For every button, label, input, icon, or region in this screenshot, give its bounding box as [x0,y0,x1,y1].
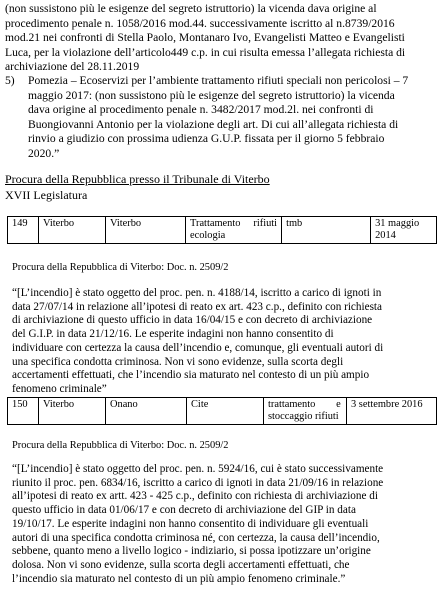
table-row [8,398,437,425]
text-line: accertamenti effettuati, che l’incendio sia maturato nel contesto di un più ampio [12,369,370,382]
text-line: “[L’incendio] è stato oggetto del proc. pen. n. 4188/14, iscritto a carico di ignoti in [12,287,382,299]
quote-block [12,287,435,397]
text-line: 2020.” [28,146,60,160]
text-line: dava origine al procedimento penale n. 3482/2017 mod.2l. nei confronti di [28,103,374,117]
incident-table-149 [7,216,437,244]
table-cell: 150 [8,398,39,425]
table-cell: 3 settembre 2016 [347,398,437,425]
cell-line: stoccaggio rifiuti [268,411,339,423]
table-cell [186,217,282,244]
section-title: Procura della Repubblica presso il Tribunale di Viterbo [5,172,270,186]
table-cell: 149 [8,217,39,244]
table-cell: Cite [187,398,264,425]
table-row [8,217,437,244]
list-text [28,74,441,162]
text-line: all’ipotesi di reato ex artt. 423 - 425 c.p., definito con richiesta di archiviazione di [12,490,378,503]
table-cell: Viterbo [39,217,106,244]
table-cell: Viterbo [39,398,106,425]
text-line: 19/10/17. Le esperite indagini non hanno consentito di individuare gli eventuali [12,517,369,530]
top-paragraph [5,2,441,75]
text-line: riunito il proc. pen. 6834/16, iscritto a carico di ignoti in data 21/09/16 in relazione [12,476,384,489]
table-cell: Viterbo [106,217,186,244]
text-line: questo ufficio in data 01/06/17 e con decreto di archiviazione del GIP in data [12,504,356,517]
text-line: Buongiovanni Antonio per la violazione degli art. Di cui all’allegata richiesta di [28,117,399,131]
text-line: (non sussistono più le esigenze del segreto istruttorio) la vicenda dava origine al [5,2,377,15]
text-line: maggio 2017: (non sussistono più le esigenze del segreto istruttorio) la vicenda [28,88,395,102]
text-line: fenomeno criminale” [12,382,107,395]
text-line: l’incendio sia maturato nel contesto di un più ampio fenomeno criminale.” [12,572,346,585]
text-line: autori di una specifica condotta criminosa né, con certezza, la causa dell’incendio, [12,531,380,544]
source-citation: Procura della Repubblica di Viterbo: Doc. n. 2509/2 [12,262,229,273]
text-line: sebbene, quanto meno a livello logico - indiziario, si possa ipotizzare un’origine [12,545,371,558]
text-line: una specifica condotta criminosa. Non vi sono evidenze, sulla scorta degli [12,355,344,368]
cell-line: Trattamento rifiuti [190,218,278,229]
list-item-5 [5,74,441,162]
text-line: rinvio a giudizio con prossima udienza G.U.P. fissata per il giorno 5 febbraio [28,132,385,146]
table-cell: tmb [282,217,371,244]
table-cell [264,398,347,425]
text-line: di archiviazione di questo ufficio in data 16/04/15 e con decreto di archiviazione [12,314,373,327]
source-citation: Procura della Repubblica di Viterbo: Doc. n. 2509/2 [12,440,229,451]
text-line: archiviazione del 28.11.2019 [5,60,140,74]
text-line: data 27/07/14 in relazione all’ipotesi di reato ex art. 423 c.p., definito con richiesta [12,300,382,313]
list-number: 5) [5,74,15,87]
text-line: del G.I.P. in data 21/12/16. Le esperite indagini non hanno consentito di [12,328,334,341]
quote-block [12,463,435,586]
text-line: dolosa. Non vi sono evidenze, sulla scorta degli accertamenti effettuati, che [12,558,350,571]
section-subtitle: XVII Legislatura [5,188,88,202]
text-line: procedimento penale n. 1058/2016 mod.44. successivamente iscritto al n.8739/2016 [5,16,395,30]
text-line: Luca, per la violazione dell’articolo449 c.p. in cui risulta emessa l’allegata richiesta di [5,45,406,59]
cell-line: trattamento e [268,399,341,410]
cell-line: ecologia [190,230,226,242]
text-line: “[L’incendio] è stato oggetto del proc. pen. n. 5924/16, cui è stato successivamente [12,463,384,475]
table-cell: Onano [106,398,187,425]
table-cell: 31 maggio 2014 [371,217,437,244]
text-line: mod.21 nei confronti di Stella Paolo, Montanaro Ivo, Evangelisti Matteo e Evangelisti [5,31,405,45]
text-line: Pomezia – Ecoservizi per l’ambiente trattamento rifiuti speciali non pericolosi – 7 [28,74,409,87]
incident-table-150 [7,397,437,425]
text-line: individuare con certezza la causa dell’incendio e, comunque, gli eventuali autori di [12,341,384,354]
